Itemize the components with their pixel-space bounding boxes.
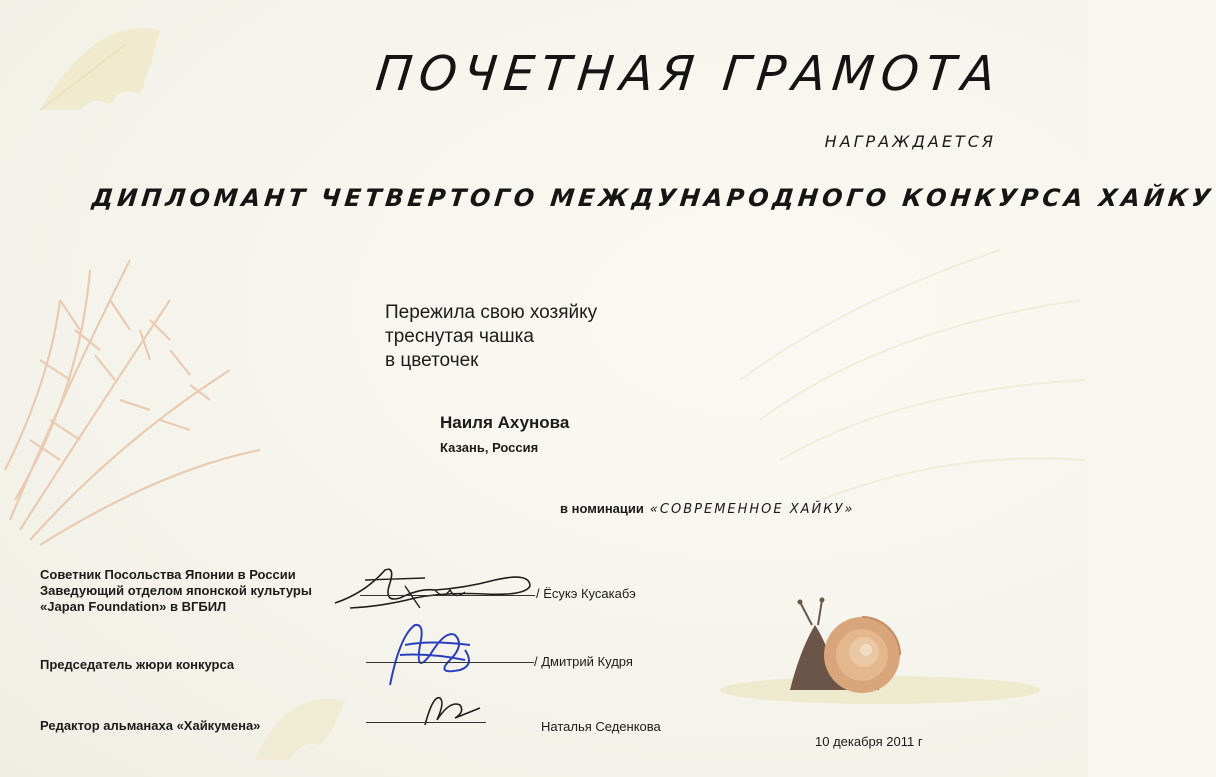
nomination-prefix: в номинации (560, 501, 644, 516)
snail-icon (790, 598, 900, 694)
haiku-text (385, 301, 597, 373)
ginkgo-leaf-icon (40, 28, 160, 110)
signature-scribble (370, 615, 490, 695)
signature-line (366, 722, 486, 723)
signatory-role-2 (40, 657, 234, 673)
certificate-title: ПОЧЕТНАЯ ГРАМОТА (373, 46, 1005, 102)
nomination-name: «СОВРЕМЕННОЕ ХАЙКУ» (649, 502, 855, 517)
certificate-date: 10 декабря 2011 г (815, 734, 923, 749)
haiku-line: Пережила свою хозяйку (385, 302, 598, 323)
author-city: Казань, Россия (440, 440, 539, 455)
role-line: Председатель жюри конкурса (40, 657, 235, 672)
role-line: «Japan Foundation» в ВГБИЛ (40, 599, 227, 614)
signature-scribble (325, 558, 545, 618)
signatory-name-2: / Дмитрий Кудря (534, 654, 633, 669)
pampas-grass-icon (740, 250, 1085, 500)
signature-scribble (415, 690, 485, 730)
award-subtitle: ДИПЛОМАНТ ЧЕТВЕРТОГО МЕЖДУНАРОДНОГО КОНКУРСА ХАЙКУ (90, 184, 1216, 212)
haiku-line: треснутая чашка (385, 326, 534, 347)
signatory-name-1: / Ёсукэ Кусакабэ (536, 586, 636, 601)
ginkgo-leaf-icon (255, 699, 345, 760)
signatory-role-3 (40, 718, 260, 734)
signatory-role-1 (40, 567, 312, 615)
nomination (560, 501, 854, 517)
author-name: Наиля Ахунова (440, 413, 570, 432)
signature-line (360, 595, 535, 596)
haiku-line: в цветочек (385, 350, 479, 371)
signature-line (366, 662, 534, 663)
awarded-label: НАГРАЖДАЕТСЯ (824, 132, 996, 151)
role-line: Редактор альманаха «Хайкумена» (40, 718, 261, 733)
role-line: Заведующий отделом японской культуры (40, 583, 312, 598)
signatory-name-3: Наталья Седенкова (541, 719, 661, 734)
pampas-grass-icon (5, 260, 260, 545)
role-line: Советник Посольства Японии в России (40, 567, 296, 582)
